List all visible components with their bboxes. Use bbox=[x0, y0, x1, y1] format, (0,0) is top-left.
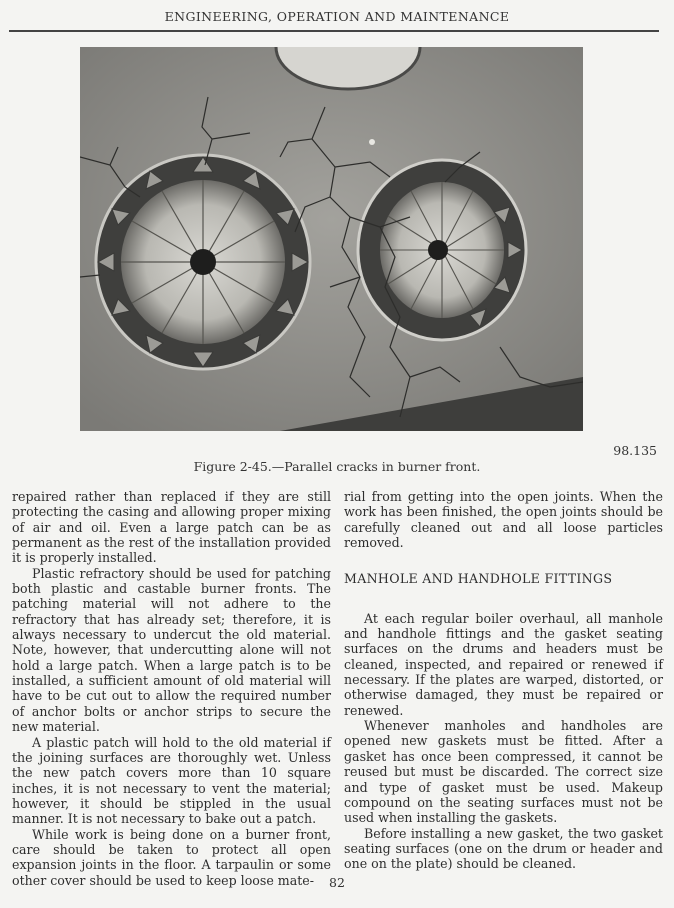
page-number: 82 bbox=[329, 875, 345, 890]
paragraph: Before installing a new gasket, the two gasket seating surfaces (one on the drum or header and one on the plate) should be cleaned. bbox=[344, 825, 663, 872]
right-column bbox=[344, 489, 663, 872]
figure-number: 98.135 bbox=[613, 443, 657, 458]
figure-caption: Figure 2-45.—Parallel cracks in burner front. bbox=[193, 459, 481, 474]
paragraph: Whenever manholes and handholes are opened new gaskets must be fitted. After a gasket has once been compressed, it cannot be reused but must be discarded. The correct size and type of gasket must be used. Makeup compound on the seating surfaces must not be used when installing the gaskets. bbox=[344, 718, 663, 826]
paragraph: repaired rather than replaced if they are still protecting the casing and allowing proper mixing of air and oil. Even a large patch can be as permanent as the rest of the installation provided it is properly installed. bbox=[12, 489, 331, 566]
paragraph: While work is being done on a burner front, care should be taken to protect all open expansion joints in the floor. A tarpaulin or some other cover should be used to keep loose mate- bbox=[12, 826, 331, 888]
running-head: ENGINEERING, OPERATION AND MAINTENANCE bbox=[164, 9, 510, 24]
paragraph: A plastic patch will hold to the old material if the joining surfaces are thoroughly wet. Unless the new patch covers more than 10 square inches, it is not necessary to vent the material; however, it should be stippled in the usual manner. It is not necessary to bake out a patch. bbox=[12, 734, 331, 827]
paragraph: At each regular boiler overhaul, all manhole and handhole fittings and the gasket seating surfaces on the drums and headers must be cleaned, inspected, and repaired or renewed if necessary. If the plates are warped, distorted, or otherwise damaged, they must be repaired or renewed. bbox=[344, 610, 663, 718]
burner-front-illustration bbox=[80, 47, 583, 431]
left-column bbox=[12, 489, 331, 888]
paragraph: Plastic refractory should be used for patching both plastic and castable burner fronts. The patching material will not adhere to the refractory that has already set; therefore, it is always necessary to undercut the old material. Note, however, that undercutting alone will not hold a large patch. When a large patch is to be installed, a sufficient amount of old material will have to be cut out to allow the required number of anchor bolts or anchor strips to secure the new material. bbox=[12, 565, 331, 735]
figure-photo bbox=[80, 47, 583, 431]
section-heading: MANHOLE AND HANDHOLE FITTINGS bbox=[344, 571, 613, 587]
paragraph: rial from getting into the open joints. When the work has been finished, the open joints should be carefully cleaned out and all loose particles removed. bbox=[344, 489, 663, 551]
header-rule bbox=[9, 30, 659, 32]
